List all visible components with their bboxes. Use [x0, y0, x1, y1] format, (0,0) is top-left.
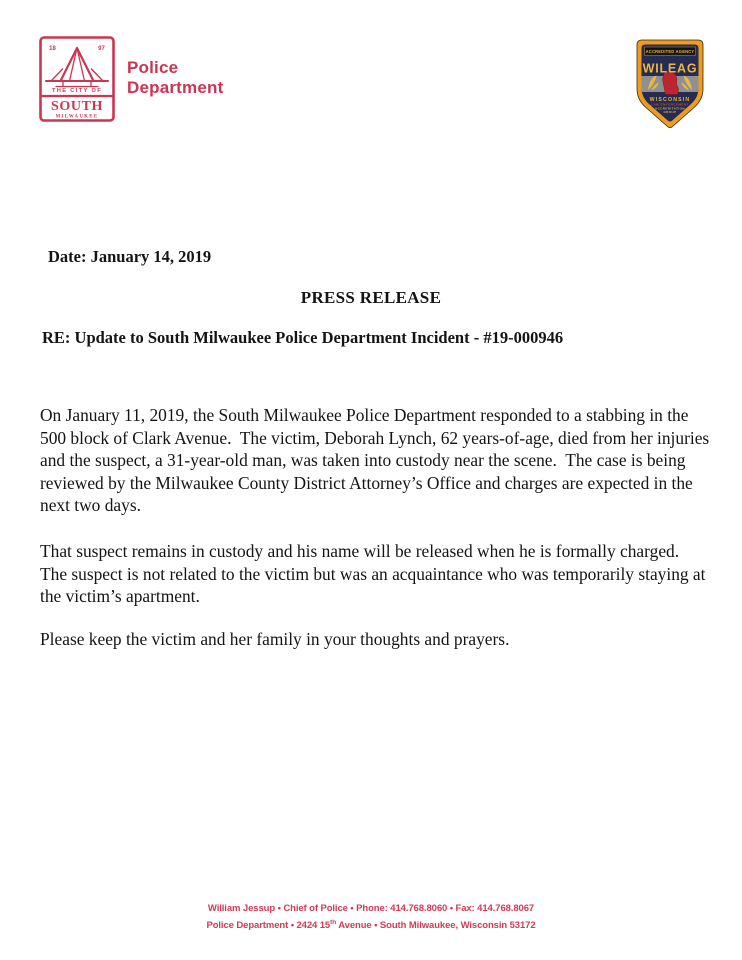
logo-south: SOUTH: [50, 99, 104, 114]
department-name-line1: Police: [127, 58, 179, 77]
footer-address-line: Police Department • 2424 15th Avenue • South Milwaukee, Wisconsin 53172: [206, 919, 536, 932]
department-name-line2: Department: [127, 78, 224, 97]
re-subject-line: RE: Update to South Milwaukee Police Department Incident - #19-000946: [42, 328, 564, 347]
department-name: [127, 58, 223, 98]
logo-year-right: 97: [98, 46, 105, 52]
badge-law-enforcement-label: LAW ENFORCEMENT: [651, 102, 689, 107]
logo-city-of: THE CITY OF: [51, 88, 103, 94]
wileag-accreditation-badge-icon: [635, 39, 705, 132]
letterhead-footer: [0, 902, 742, 933]
badge-wisconsin-label: WISCONSIN: [649, 97, 691, 103]
logo-milwaukee: MILWAUKEE: [55, 114, 99, 120]
page-title: PRESS RELEASE: [300, 288, 442, 307]
badge-accredited-agency-label: ACCREDITED AGENCY: [645, 48, 695, 54]
city-of-south-milwaukee-logo-icon: [39, 36, 115, 122]
badge-group-label: GROUP: [663, 110, 677, 114]
bridge-icon: [46, 48, 108, 87]
body-paragraph: That suspect remains in custody and his name will be released when he is formally charged. The suspect is not related to the victim but was an acquaintance who was temporarily staying at the victim’s apartment.: [40, 541, 710, 607]
badge-wileag-label: WILEAG: [642, 61, 698, 76]
date-line: Date: January 14, 2019: [48, 247, 212, 266]
logo-year-left: 18: [49, 46, 56, 52]
body-paragraph: Please keep the victim and her family in your thoughts and prayers.: [40, 629, 510, 649]
footer-contact-line: William Jessup • Chief of Police • Phone: 414.768.8060 • Fax: 414.768.8067: [207, 903, 535, 914]
body-paragraph: On January 11, 2019, the South Milwaukee Police Department responded to a stabbing in the 500 block of Clark Avenue. The victim, Deborah Lynch, 62 years-of-age, died from her injuries and the suspect, a 31-year-old man, was taken into custody near the scene. The case is being reviewed by the Milwaukee County District Attorney’s Office and charges are expected in the next two days.: [40, 405, 714, 516]
badge-accreditation-label: ACCREDITATION: [655, 106, 685, 111]
